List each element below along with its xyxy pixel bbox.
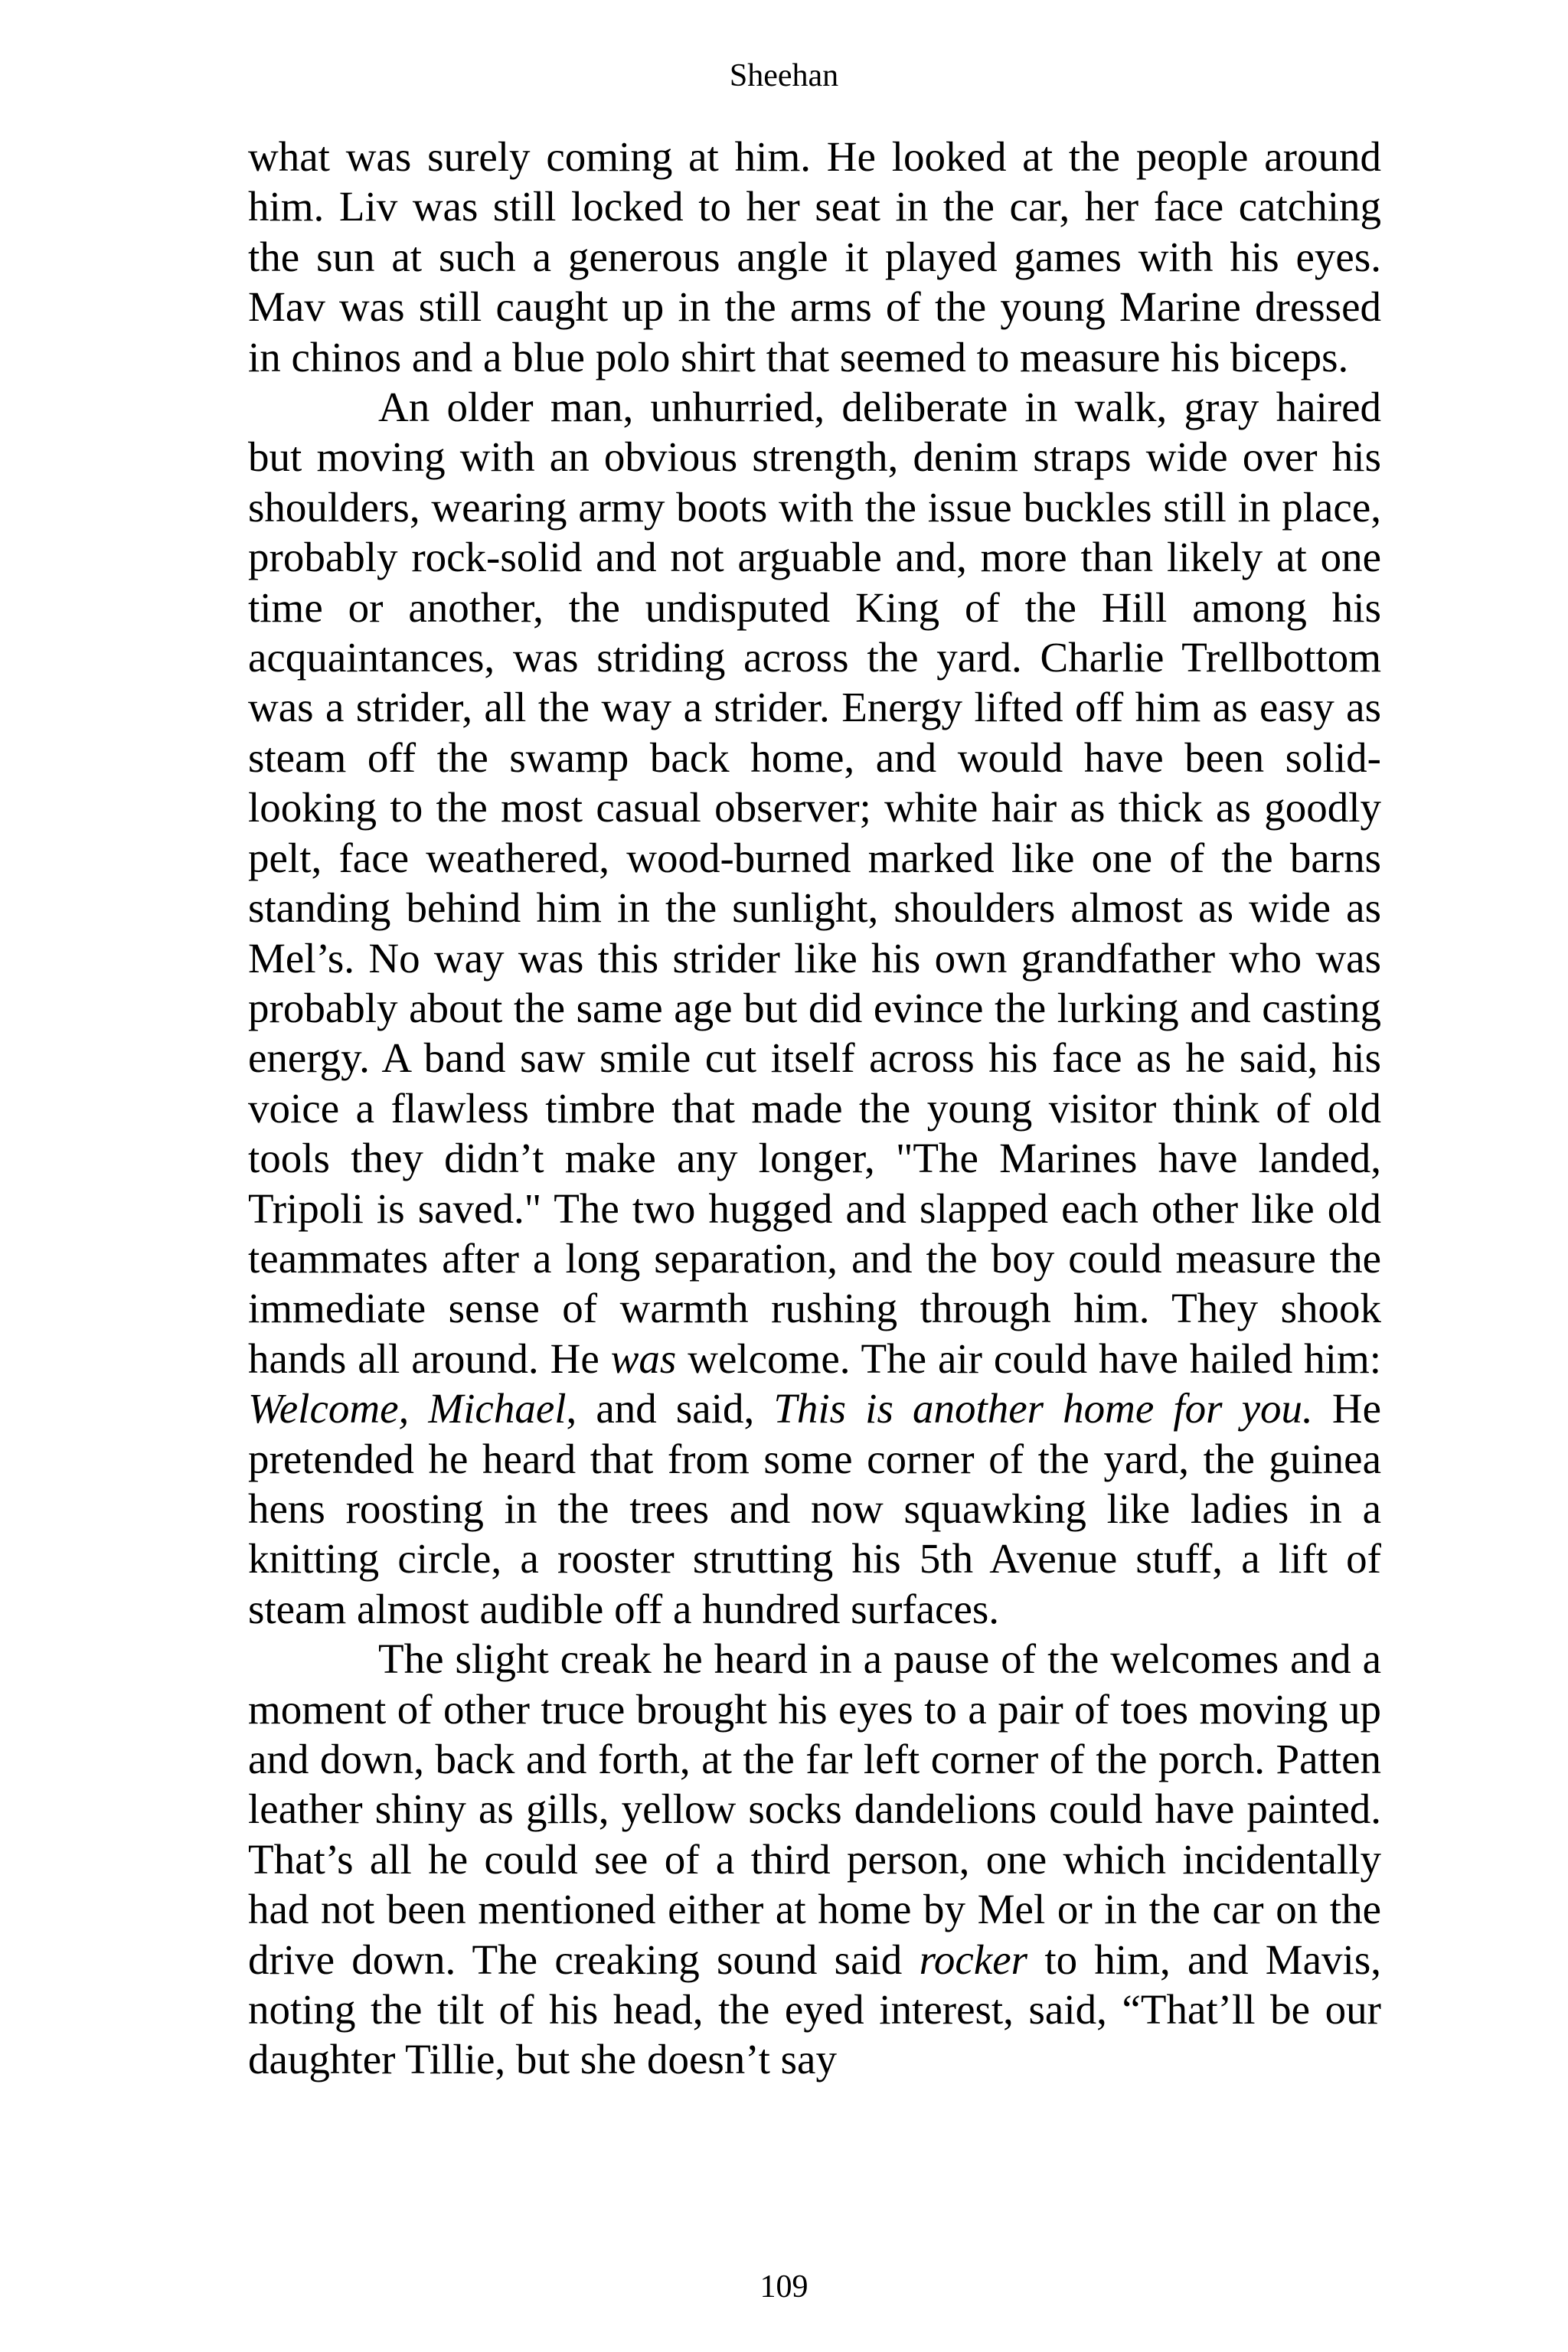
paragraph-2-italic-home: This is another home for you. — [773, 1385, 1313, 1432]
body-text — [248, 132, 1381, 2085]
paragraph-1: what was surely coming at him. He looked at the people around him. Liv was still locked to her seat in the car, her face catching the sun at such a generous angle it played games with his eyes. Mav was still caught up in the arms of the young Marine dressed in chinos and a blue polo shirt that seemed to measure his biceps. — [248, 133, 1381, 381]
paragraph-2-italic-was: was — [610, 1334, 677, 1382]
paragraph-3-text-c: to him, and Mavis, noting the tilt of his head, the eyed interest, said, “That’ll be our daughter Tillie, but she doesn’t say — [248, 1936, 1381, 2083]
paragraph-3-italic-rocker: rocker — [919, 1936, 1028, 1983]
paragraph-2-text-c: welcome. The air could have hailed him: — [676, 1334, 1382, 1382]
paragraph-3 — [248, 1634, 1381, 2085]
paragraph-2-text-a: An older man, unhurried, deliberate in walk, gray haired but moving with an obvious strength, denim straps wide over his shoulders, wearing army boots with the issue buckles still in place, probably rock-solid and not arguable and, more than likely at one time or another, the undisputed King of the Hill among his acquaintances, was striding across the yard. Charlie Trellbottom was a strider, all the way a strider. Energy lifted off him as easy as steam off the swamp back home, and would have been solid-looking to the most casual observer; white hair as thick as goodly pelt, face weathered, wood-burned marked like one of the barns standing behind him in the sunlight, shoulders almost as wide as Mel’s. No way was this strider like his own grandfather who was probably about the same age but did evince the lurking and casting energy. A band saw smile cut itself across his face as he said, his voice a flawless timbre that made the young visitor think of old tools they didn’t make any longer, "The Marines have landed, Tripoli is saved." The two hugged and slapped each other like old teammates after a long separation, and the boy could measure the immediate sense of warmth rushing through him. They shook hands all around. He — [248, 384, 1381, 1382]
paragraph-2 — [248, 382, 1381, 1634]
paragraph-2-text-e: , and said, — [566, 1385, 774, 1432]
paragraph-2-italic-welcome: Welcome, Michael — [248, 1385, 567, 1432]
running-head: Sheehan — [729, 58, 839, 93]
paragraph-2-text-g: He pretended he heard that from some corner of the yard, the guinea hens roosting in the trees and now squawking like ladies in a knitting circle, a rooster strutting his 5th Avenue stuff, a lift of steam almost audible off a hundred surfaces. — [248, 1385, 1381, 1632]
page-number: 109 — [760, 2269, 808, 2305]
paragraph-3-text-a: The slight creak he heard in a pause of the welcomes and a moment of other truce brought his eyes to a pair of toes moving up and down, back and forth, at the far left corner of the porch. Patten leather shiny as gills, yellow socks dandelions could have painted. That’s all he could see of a third person, one which incidentally had not been mentioned either at home by Mel or in the car on the drive down. The creaking sound said — [248, 1635, 1381, 1983]
